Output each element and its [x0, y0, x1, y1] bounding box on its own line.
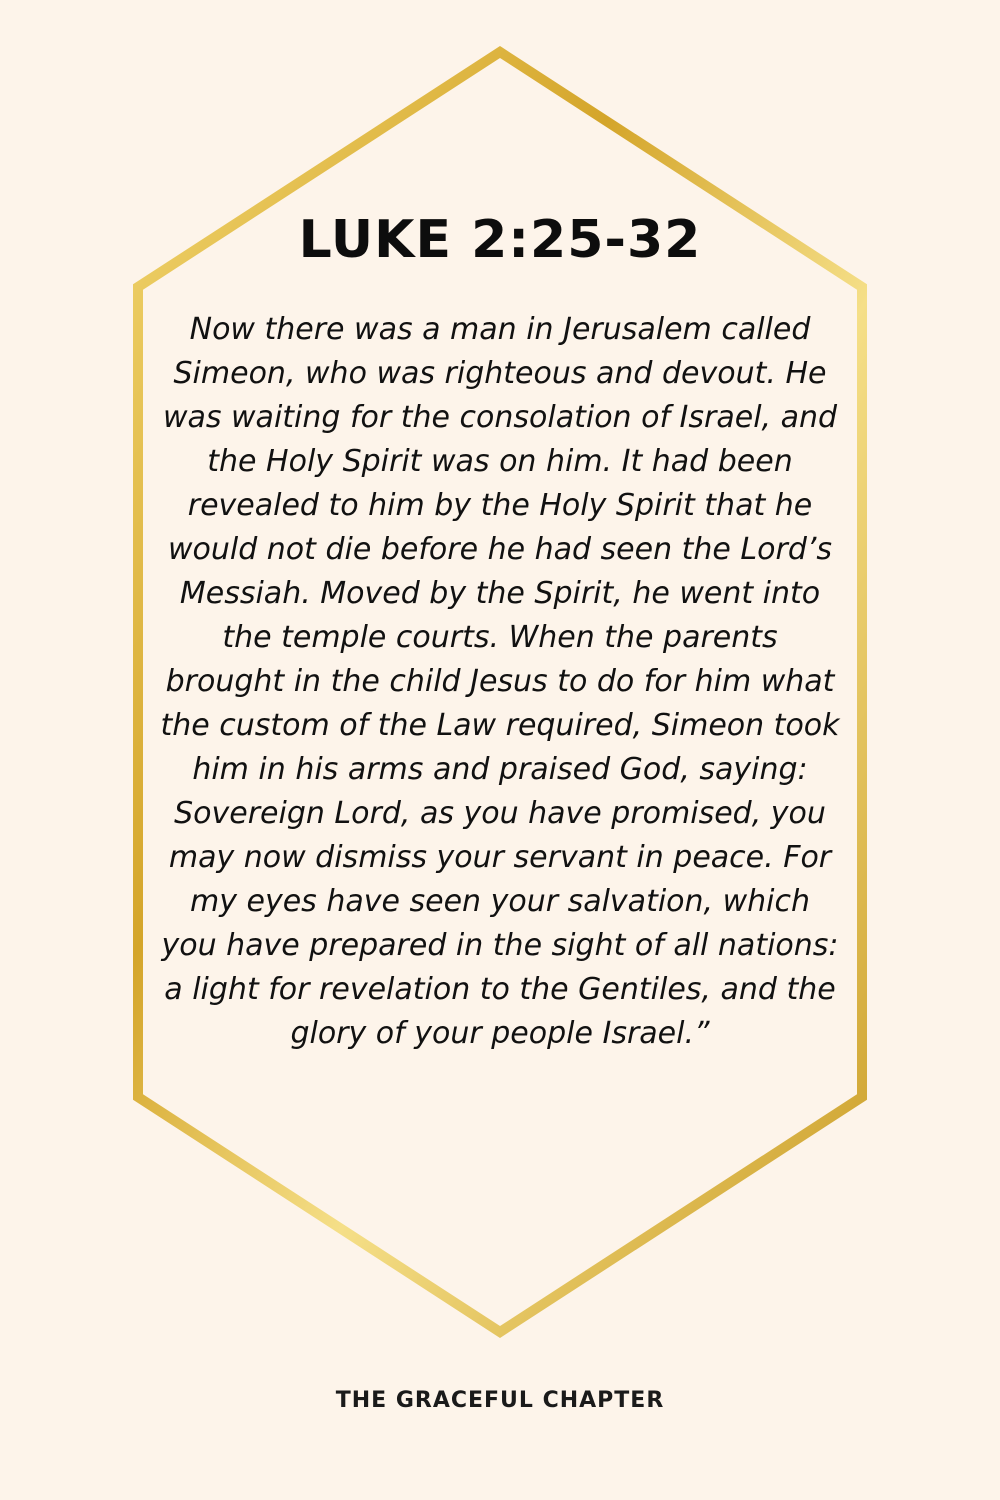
verse-reference-title: LUKE 2:25-32 — [298, 210, 702, 270]
verse-text: Now there was a man in Jerusalem called Simeon, who was righteous and devout. He was waiting for the consolation of Israel, and the Holy Spirit was on him. It had been revealed to him by the Holy Spirit that he would not die before he had seen the Lord’s Messiah. Moved by the Spirit, he went into the temple courts. When the parents brought in the child Jesus to do for him what the custom of the Law required, Simeon took him in his arms and praised God, saying: Sovereign Lord, as you have promised, you may now dismiss your servant in peace. For my eyes have seen your salvation, which you have prepared in the sight of all nations: a light for revelation to the Gentiles, and the glory of your people Israel.” — [160, 312, 840, 1051]
footer-brand: THE GRACEFUL CHAPTER — [335, 1388, 665, 1413]
